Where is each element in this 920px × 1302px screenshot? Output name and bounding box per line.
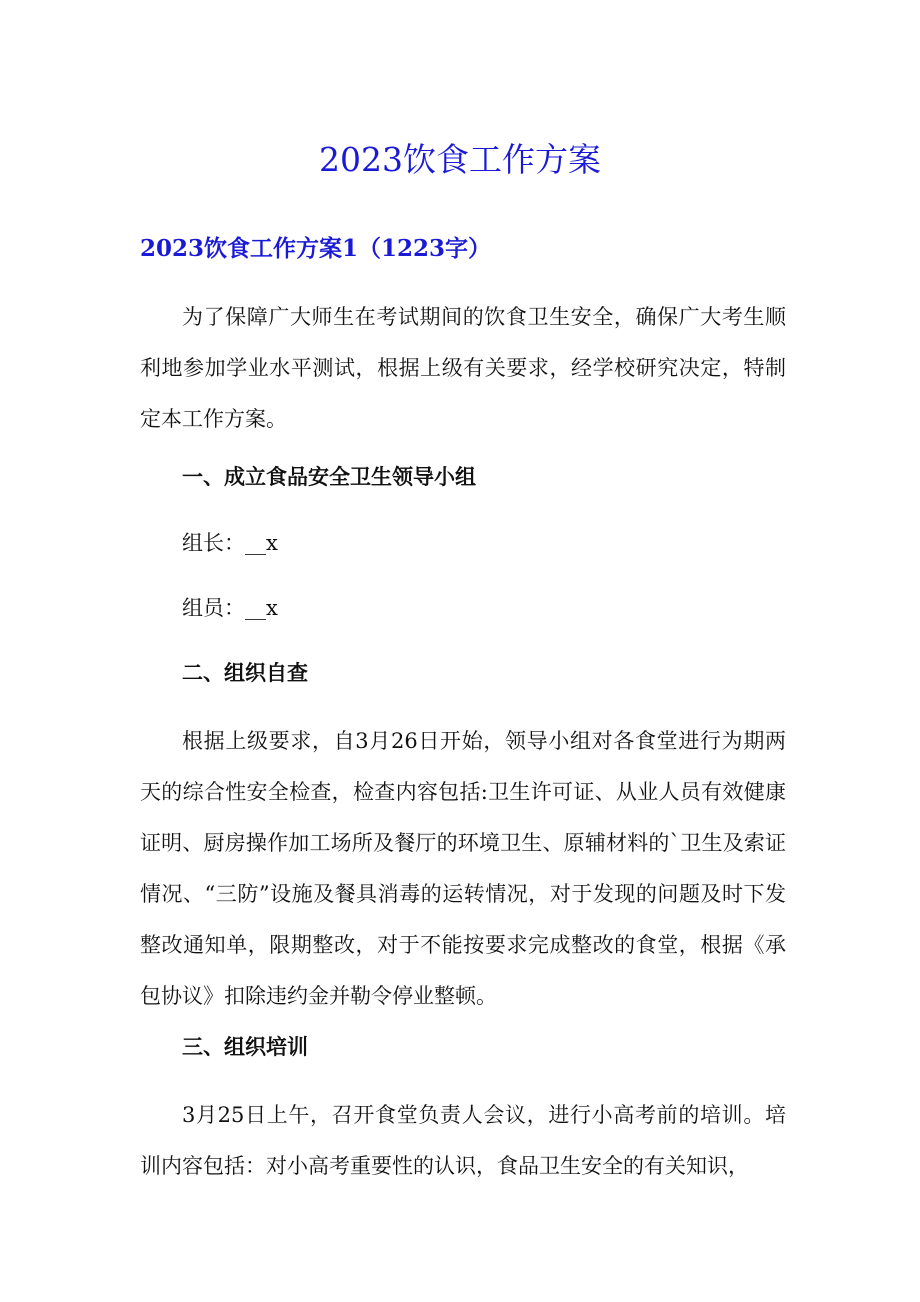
heading-leadership-group: 一、成立食品安全卫生领导小组 — [182, 464, 476, 489]
member-line: 组员：__x — [182, 596, 278, 620]
document-title: 2023饮食工作方案 — [319, 140, 601, 179]
intro-paragraph: 为了保障广大师生在考试期间的饮食卫生安全，确保广大考生顺利地参加学业水平测试，根据上级有关要求，经学校研究决定，特制定本工作方案。 — [140, 305, 786, 431]
heading-training: 三、组织培训 — [182, 1034, 308, 1059]
self-check-paragraph: 根据上级要求，自3月26日开始，领导小组对各食堂进行为期两天的综合性安全检查，检查内容包括:卫生许可证、从业人员有效健康证明、厨房操作加工场所及餐厅的环境卫生、原辅材料的`卫生及索证情况、“三防”设施及餐具消毒的运转情况，对于发现的问题及时下发整改通知单，限期整改，对于不能按要求完成整改的食堂，根据《承包协议》扣除违约金并勒令停业整顿。 — [140, 729, 786, 1008]
section-heading: 2023饮食工作方案1（1223字） — [140, 235, 492, 262]
heading-self-check: 二、组织自查 — [182, 660, 308, 685]
leader-line: 组长：__x — [182, 531, 278, 555]
training-paragraph: 3月25日上午，召开食堂负责人会议，进行小高考前的培训。培训内容包括：对小高考重要性的认识，食品卫生安全的有关知识， — [140, 1103, 786, 1178]
